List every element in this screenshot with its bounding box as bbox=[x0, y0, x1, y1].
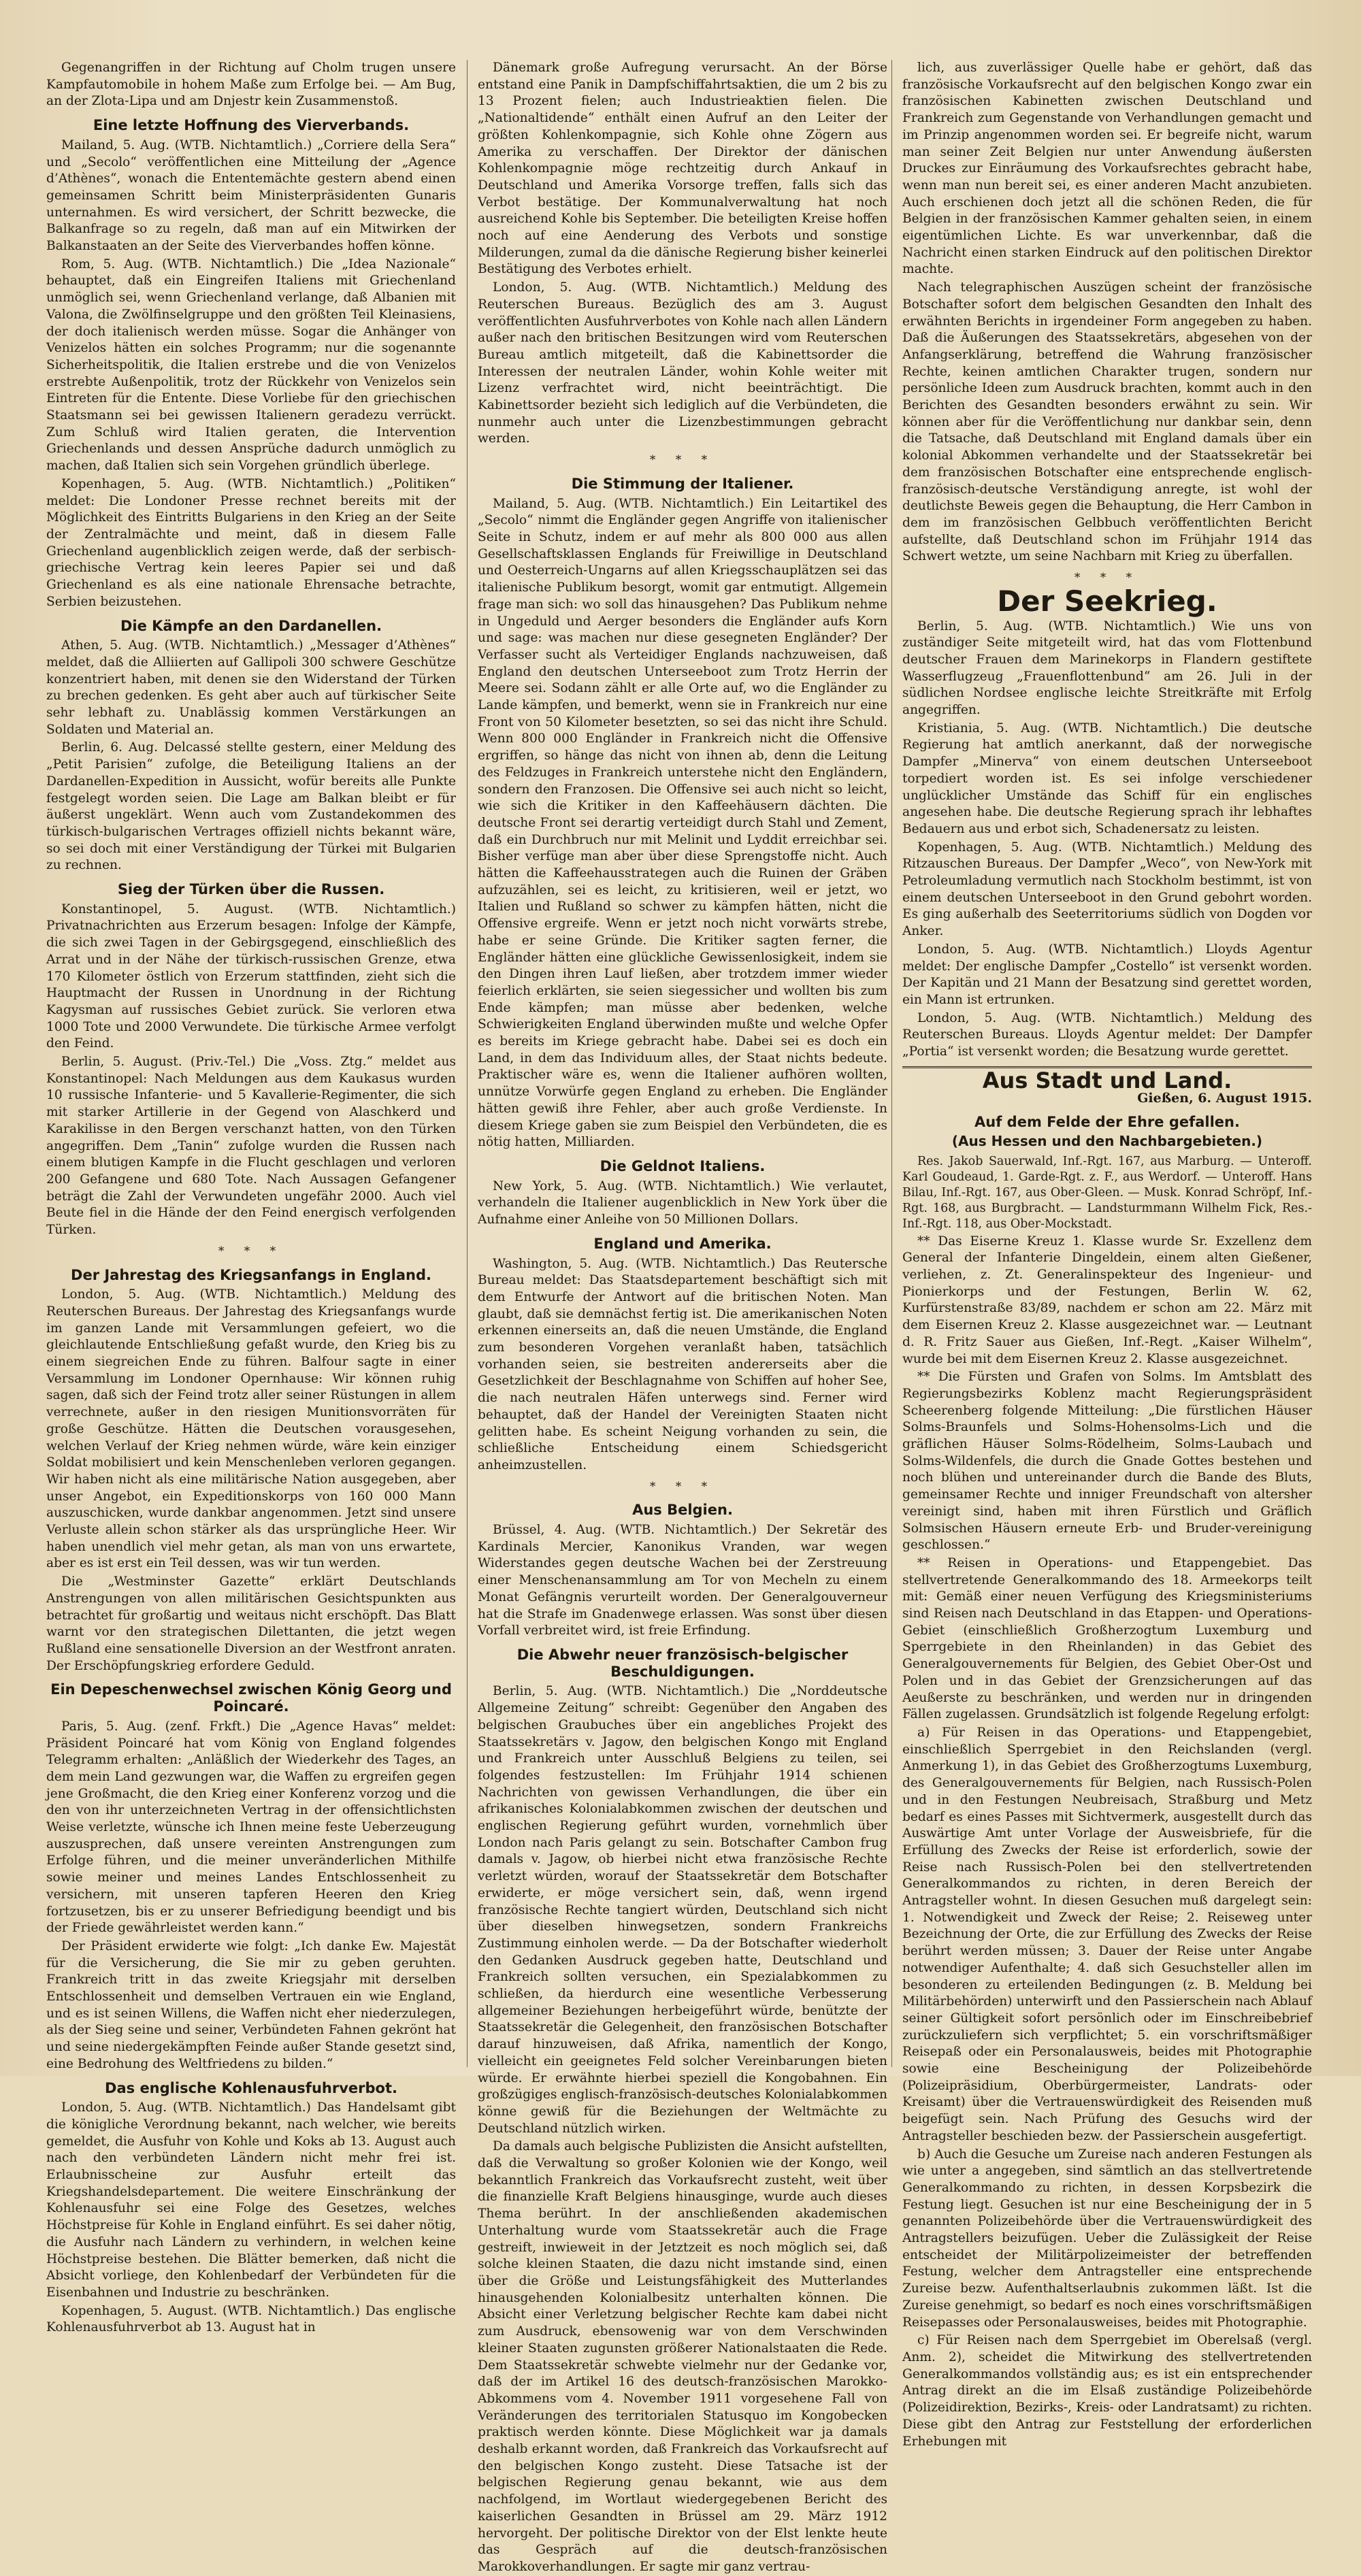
paragraph: Gegenangriffen in der Richtung auf Cholm trugen unsere Kampfautomobile in hohem Maße zum Erfolge bei. — Am Bug, an der Zlota-Lipa und am Dnjestr kein Zusammenstoß. bbox=[46, 61, 456, 109]
column-3 bbox=[902, 60, 1312, 2449]
paragraph: Kopenhagen, 5. August. (WTB. Nichtamtlich.) Das englische Kohlenausfuhrverbot ab 13. August hat in bbox=[46, 2303, 456, 2335]
headline: Das englische Kohlenausfuhrverbot. bbox=[105, 2079, 397, 2096]
headline: Die Abwehr neuer französisch-belgischer Beschuldigungen. bbox=[516, 1646, 849, 1680]
paragraph: a) Für Reisen in das Operations- und Etappengebiet, einschließlich Sperrgebiet in den Reichslanden (vergl. Anmerkung 1), in das Gebiet des Großherzogtums Luxemburg, des Generalgouvernements für Belgien, nach Russisch-Polen und in den Festungen Neubreisach, Straßburg und Metz bedarf es eines Passes mit Sichtvermerk, ausgestellt durch das Auswärtige Amt unter Vorlage der Ausweisbriefe, für die Erfüllung des Zwecks der Reise ist erforderlich, sowie der Reise nach Russisch-Polen bei den stellvertretenden Generalkommandos zu richten, in deren Bereich der Antragsteller wohnt. In diesen Gesuchen muß dargelegt sein: 1. Notwendigkeit und Zweck der Reise; 2. Reiseweg unter Bezeichnung der Orte, die zur Erfüllung des Zwecks der Reise berührt werden müssen; 3. Dauer der Reise unter Angabe notwendiger Aufenthalte; 4. daß sich Gesuchsteller allen im besonderen zu erteilenden Bedingungen (z. B. Meldung bei Militärbehörden) unterwirft und den Passierschein nach Ablauf seiner Gültigkeit sofort persönlich oder im Einschreibebrief zurückzuliefern sich verpflichtet; 5. ein vorschriftsmäßiger Reisepaß oder ein Personalausweis, beides mit Photographie sowie eine Bescheinigung der Polizeibehörde (Polizeipräsidium, Oberbürgermeister, Landrats- oder Kreisamt) über die Vertrauenswürdigkeit des Reisenden muß beigefügt sein. Nach Prüfung des Gesuchs wird der Antragsteller beschieden bezw. der Passierschein ausgefertigt. bbox=[902, 1725, 1312, 2143]
section-divider: * * * bbox=[1074, 571, 1141, 585]
headline: Eine letzte Hoffnung des Vierverbands. bbox=[93, 117, 410, 134]
paragraph: Athen, 5. Aug. (WTB. Nichtamtlich.) „Messager d’Athènes“ meldet, daß die Alliierten auf Gallipoli 300 schwere Geschütze konzentriert haben, mit denen sie den Widerstand der Türken zu brechen gedenken. Es geht aber auch auf türkischer Seite sehr lebhaft zu. Unablässig kommen Verstärkungen an Soldaten und Material an. bbox=[46, 638, 456, 737]
paragraph: Berlin, 5. August. (Priv.-Tel.) Die „Voss. Ztg.“ meldet aus Konstantinopel: Nach Meldungen aus dem Kaukasus wurden 10 russische Infanterie- und 5 Kavallerie-Regimenter, die sich mit starker Artillerie in der Gegend von Alaschkerd und Karakilisse in den Bergen verschanzt hatten, von den Türken angegriffen. Dem „Tanin“ zufolge wurden die Russen nach einem blutigen Kampfe in die Flucht geschlagen und verloren 200 Gefangene und 680 Tote. Nach Aussagen Gefangener beträgt die Zahl der Verwundeten ungefähr 2000. Auch viel Beute fiel in die Hände der den Feind energisch verfolgenden Türken. bbox=[46, 1055, 456, 1238]
paragraph: Berlin, 6. Aug. Delcassé stellte gestern, einer Meldung des „Petit Parisien“ zufolge, die Beteiligung Italiens an der Dardanellen-Expedition in Aussicht, wofür bereits alle Punkte festgelegt worden seien. Die Lage am Balkan bleibt er für äußerst ungeklärt. Wenn auch vom Zustandekommen des türkisch-bulgarischen Vertrages offiziell nichts bekannt wäre, so sei doch mit einer Verständigung der Türkei mit Bulgarien zu rechnen. bbox=[46, 740, 456, 873]
paragraph: Washington, 5. Aug. (WTB. Nichtamtlich.) Das Reutersche Bureau meldet: Das Staatsdepartement beschäftigt sich mit dem Entwurfe der Antwort auf die britischen Noten. Man glaubt, daß sie demnächst fertig ist. Die amerikanischen Noten erkennen einerseits an, daß die neuen Umstände, die England zum besonderen Vorgehen veranlaßt haben, tatsächlich vorhanden seien, sie bestreiten andererseits aber die Gesetzlichkeit der Beschlagnahme von Schiffen auf hoher See, die nach neutralen Häfen unterwegs sind. Ferner wird behauptet, daß der Handel der Vereinigten Staaten nicht gelitten habe. Es scheint Neigung vorhanden zu sein, die schließliche Entscheidung einem Schiedsgericht anheimzustellen. bbox=[478, 1256, 887, 1472]
paragraph: Dänemark große Aufregung verursacht. An der Börse entstand eine Panik in Dampfschiffahrtsaktien, die um 2 bis zu 13 Prozent fielen; auch Industrieaktien fielen. Die „Nationaltidende“ enthält einen Aufruf an den Leiter der größten Kohlenkompagnie, sich Kohle ohne Zögern aus Amerika zu verschaffen. Der Direktor der dänischen Kohlenkompagnie möge rechtzeitig durch Ankauf in Deutschland und Amerika Vorsorge treffen, falls sich das Verbot bestätige. Der Kommunalverwaltung hat noch ausreichend Kohle bis September. Die beteiligten Kreise hoffen noch auf eine Aenderung des Verbots und sonstige Milderungen, zumal da die dänische Regierung bisher keinerlei Bestätigung des Verbotes erhielt. bbox=[478, 61, 887, 277]
headline: Die Stimmung der Italiener. bbox=[571, 475, 794, 492]
paragraph: Kopenhagen, 5. Aug. (WTB. Nichtamtlich.) Meldung des Ritzauschen Bureaus. Der Dampfer „Weco“, von New-York mit Petroleumladung vermutlich nach Stockholm bestimmt, ist von einem deutschen Unterseeboot in den Grund gebohrt worden. Es ging außerhalb des Seeterritoriums südlich von Dogden vor Anker. bbox=[902, 840, 1312, 939]
paragraph: London, 5. Aug. (WTB. Nichtamtlich.) Meldung des Reuterschen Bureaus. Der Jahrestag des Kriegsanfangs wurde im ganzen Lande mit Versammlungen gefeiert, wo die gleichlautende Entschließung gefaßt wurde, den Krieg bis zu einem siegreichen Ende zu führen. Balfour sagte in einer Versammlung im Londoner Opernhause: Wir können ruhig sagen, daß sich der Feind trotz aller seiner Rüstungen in allem verrechnete, außer in den riesigen Munitionsvorräten für große Geschütze. Hätten die Deutschen vorausgesehen, welchen Verlauf der Krieg nehmen würde, wäre kein einziger Soldat mobilisiert und kein Menschenleben verloren gegangen. Wir haben nicht als eine militärische Nation ausgegeben, aber unser Angebot, ein Expeditionskorps von 160 000 Mann auszuschicken, wurde dankbar angenommen. Jetzt sind unsere Verluste allein schon stärker als das ursprüngliche Heer. Wir haben unendlich viel mehr getan, als man von uns erwartete, aber es ist erst ein Teil dessen, was wir tun werden. bbox=[46, 1287, 456, 1571]
paragraph: Mailand, 5. Aug. (WTB. Nichtamtlich.) „Corriere della Sera“ und „Secolo“ veröffentlichen eine Mitteilung der „Agence d’Athènes“, wonach die Ententemächte gestern abend einen gemeinsamen Schritt beim Ministerpräsidenten Gunaris unternahmen. Es wird versichert, der Schritt bezwecke, die Balkanfrage so zu regeln, daß man auf ein Mitwirken der Balkanstaaten an der Seite des Vierverbandes hoffen könne. bbox=[46, 137, 456, 254]
paragraph: New York, 5. Aug. (WTB. Nichtamtlich.) Wie verlautet, verhandeln die Italiener augenblicklich in New York über die Aufnahme einer Anleihe von 50 Millionen Dollars. bbox=[478, 1178, 887, 1227]
subheadline: (Aus Hessen und den Nachbargebieten.) bbox=[951, 1132, 1263, 1149]
paragraph: Brüssel, 4. Aug. (WTB. Nichtamtlich.) Der Sekretär des Kardinals Mercier, Kanonikus Vranden, war wegen Widerstandes gegen deutsche Wachen bei der Zerstreuung einer Menschenansammlung am Tor von Mecheln zu einem Monat Gefängnis verurteilt worden. Der Generalgouverneur hat die Strafe im Gnadenwege erlassen. Was sonst über diesen Vorfall verbreitet wird, ist freie Erfindung. bbox=[478, 1523, 887, 1638]
paragraph: ** Das Eiserne Kreuz 1. Klasse wurde Sr. Exzellenz dem General der Infanterie Dingeldein, einem alten Gießener, verliehen, z. Zt. Generalinspekteur des Ingenieur- und Pionierkorps und der Festungen, Berlin W. 62, Kurfürstenstraße 83/89, nachdem er schon am 22. März mit dem Eisernen Kreuz 2. Klasse ausgezeichnet war. — Leutnant d. R. Fritz Sauer aus Gießen, Inf.-Regt. „Kaiser Wilhelm“, wurde bei mit dem Eisernen Kreuz 2. Klasse ausgezeichnet. bbox=[902, 1234, 1312, 1366]
paragraph: London, 5. Aug. (WTB. Nichtamtlich.) Das Handelsamt gibt die königliche Verordnung bekannt, nach welcher, wie bereits gemeldet, die Ausfuhr von Kohle und Koks ab 13. August auch nach den verbündeten Ländern nicht mehr frei ist. Erlaubnisscheine zur Ausfuhr erteilt das Kriegshandelsdepartement. Die weitere Einschränkung der Kohlenausfuhr sei eine Folge des Gesetzes, welches Höchstpreise für Kohle in England einführt. Es sei daher nötig, die Ausfuhr nach Ländern zu verhindern, in welchen keine Höchstpreise bestehen. Die Blätter bemerken, daß nicht die Absicht vorliege, den Kohlenbedarf der Verbündeten für die Eisenbahnen und Industrie zu beschränken. bbox=[46, 2100, 456, 2300]
headline: Ein Depeschenwechsel zwischen König Georg und Poincaré. bbox=[50, 1681, 452, 1715]
casualty-list: Res. Jakob Sauerwald, Inf.-Rgt. 167, aus Marburg. — Unteroff. Karl Goudeaud, 1. Garde-Rgt. z. F., aus Werdorf. — Unteroff. Hans Bilau, Inf.-Rgt. 167, aus Ober-Gleen. — Musk. Konrad Schröpf, Inf.-Rgt. 168, aus Burgbracht. — Landsturmmann Wilhelm Fick, Res.-Inf.-Rgt. 118, aus Ober-Mockstadt. bbox=[902, 1154, 1312, 1231]
dateline: Gießen, 6. August 1915. bbox=[1137, 1091, 1312, 1106]
section-divider: * * * bbox=[218, 1244, 284, 1258]
column-2 bbox=[478, 60, 888, 2574]
headline: Die Kämpfe an den Dardanellen. bbox=[120, 617, 382, 634]
paragraph: Konstantinopel, 5. August. (WTB. Nichtamtlich.) Privatnachrichten aus Erzerum besagen: Infolge der Kämpfe, die sich zwei Tagen in der Gebirgsgegend, einschließlich des Arrat und in der Nähe der türkisch-russischen Grenze, etwa 170 Kilometer östlich von Erzerum stattfinden, zieht sich die Hauptmacht der Russen in Unordnung in der Richtung Kagysman auf russisches Gebiet zurück. Sie verloren etwa 1000 Tote und 2000 Verwundete. Die türkische Armee verfolgt den Feind. bbox=[46, 902, 456, 1051]
headline: Aus Belgien. bbox=[632, 1502, 733, 1519]
paragraph: ** Die Fürsten und Grafen von Solms. Im Amtsblatt des Regierungsbezirks Koblenz macht Regierungspräsident Scheerenberg folgende Mitteilung: „Die fürstlichen Häuser Solms-Braunfels und Solms-Hohensolms-Lich und die gräflichen Häuser Solms-Rödelheim, Solms-Laubach und Solms-Wildenfels, die durch die Gnade Gottes bestehen und noch blühen und untereinander durch die Bande des Bluts, gemeinsamer Rechte und inniger Freundschaft von altersher vereinigt sind, haben mit ihren Fürstlich und Gräflich Solmsischen Häusern erneute Erb- und Bruder-vereinigung geschlossen.“ bbox=[902, 1370, 1312, 1553]
headline: Der Jahrestag des Kriegsanfangs in England. bbox=[71, 1266, 431, 1283]
section-divider: * * * bbox=[649, 453, 716, 467]
paragraph: Die „Westminster Gazette“ erklärt Deutschlands Anstrengungen von allen militärischen Gesichtspunkten aus betrachtet für großartig und weitaus nicht erschöpft. Das Blatt warnt vor den strategischen Dilettanten, die jetzt wegen Rußland eine sensationelle Diversion an der Westfront anraten. Der Erschöpfungskrieg erfordere Geduld. bbox=[46, 1574, 456, 1673]
column-1 bbox=[46, 60, 456, 2335]
paragraph: London, 5. Aug. (WTB. Nichtamtlich.) Meldung des Reuterschen Bureaus. Lloyds Agentur meldet: Der Dampfer „Portia“ ist versenkt worden; die Besatzung wurde gerettet. bbox=[902, 1010, 1312, 1059]
headline: Die Geldnot Italiens. bbox=[600, 1158, 766, 1174]
paragraph: London, 5. Aug. (WTB. Nichtamtlich.) Lloyds Agentur meldet: Der englische Dampfer „Costello“ ist versenkt worden. Der Kapitän und 21 Mann der Besatzung sind gerettet worden, ein Mann ist ertrunken. bbox=[902, 942, 1312, 1007]
paragraph: Kristiania, 5. Aug. (WTB. Nichtamtlich.) Die deutsche Regierung hat amtlich anerkannt, daß der norwegische Dampfer „Minerva“ von einem deutschen Unterseeboot torpediert worden ist. Es sei infolge verschiedener unglücklicher Umstände das Schiff für ein englisches angesehen habe. Die deutsche Regierung sprach ihr lebhaftes Bedauern aus und erbot sich, Schadenersatz zu leisten. bbox=[902, 721, 1312, 836]
section-divider: * * * bbox=[649, 1479, 716, 1493]
paragraph: Berlin, 5. Aug. (WTB. Nichtamtlich.) Die „Norddeutsche Allgemeine Zeitung“ schreibt: Gegenüber den Angaben des belgischen Graubuches über ein angebliches Projekt des Staatssekretärs v. Jagow, den belgischen Kongo mit England und Frankreich unter Ausschluß Belgiens zu teilen, sei folgendes festzustellen: Im Frühjahr 1914 schienen Nachrichten von gewissen Verhandlungen, die über ein afrikanisches Kolonialabkommen zwischen der deutschen und englischen Regierung geführt wurden, vornehmlich über London nach Paris gelangt zu sein. Botschafter Cambon frug damals v. Jagow, ob hierbei nicht etwa französische Rechte verletzt würden, worauf der Staatssekretär dem Botschafter erwiderte, er möge versichert sein, daß, wenn irgend französische Rechte tangiert würden, Deutschland sich nicht über dieselben hinwegsetzen, sondern Frankreichs Zustimmung einholen werde. — Da der Botschafter wiederholt den Gedanken Ausdruck gegeben hatte, Deutschland und Frankreich sollten versuchen, ein Spezialabkommen zu schließen, da hierdurch eine wesentliche Verbesserung allgemeiner Beziehungen herbeigeführt würde, benützte der Staatssekretär die Gelegenheit, den französischen Botschafter darauf hinzuweisen, daß Afrika, namentlich der Kongo, vielleicht ein geeignetes Feld solcher Vereinbarungen bieten würde. Er erwähnte hierbei speziell die Kongobahnen. Ein großzügiges englisch-französisch-deutsches Kolonialabkommen könne gewiß für die Beziehungen der Weltmächte zu Deutschland nützlich wirken. bbox=[478, 1684, 888, 2136]
paragraph: Kopenhagen, 5. Aug. (WTB. Nichtamtlich.) „Politiken“ meldet: Die Londoner Presse rechnet bereits mit der Möglichkeit des Eintritts Bulgariens in den Krieg an der Seite der Zentralmächte und meint, daß in diesem Falle Griechenland augenblicklich zeigen werde, daß der serbisch-griechische Vertrag kein leeres Papier sei und daß Griechenland es als eine nationale Ehrensache betrachte, Serbien beizustehen. bbox=[46, 476, 456, 609]
section-title-local: Aus Stadt und Land. bbox=[902, 1066, 1312, 1089]
paragraph: London, 5. Aug. (WTB. Nichtamtlich.) Meldung des Reuterschen Bureaus. Bezüglich des am 3. August veröffentlichten Ausfuhrverbotes von Kohle nach allen Ländern außer nach den britischen Besitzungen wird vom Reuterschen Bureau amtlich mitgeteilt, daß die Kabinettsorder die Interessen der neutralen Länder, wohin Kohle weiter mit Lizenz verfrachtet wird, nicht beeinträchtigt. Die Kabinettsorder bezieht sich lediglich auf die Verbündeten, die nunmehr auch unter die Lizenzbestimmungen gebracht werden. bbox=[478, 280, 887, 446]
paragraph: Rom, 5. Aug. (WTB. Nichtamtlich.) Die „Idea Nazionale“ behauptet, daß ein Eingreifen Italiens mit Griechenland unmöglich sei, wenn Griechenland verlange, daß Albanien mit Valona, die Zwölfinselgruppe und den größten Teil Kleinasiens, der doch italienisch werden müsse. Sogar die Anhänger von Venizelos hätten ein solches Programm; nur die sogenannte Sicherheitspolitik, die Italien erstrebe und die von Venizelos erstrebte Außenpolitik, trotz der Rückkehr von Venizelos sein Eintreten für die Entente. Diese Vorliebe für den griechischen Staatsmann sei bei gewissen Italienern geradezu verrückt. Zum Schluß wird Italien geraten, die Intervention Griechenlands und dessen Ansprüche dadurch unmöglich zu machen, daß Italien sich sein Vorgehen gründlich überlege. bbox=[46, 257, 456, 474]
paragraph: b) Auch die Gesuche um Zureise nach anderen Festungen als wie unter a angegeben, sind sämtlich an das stellvertretende Generalkommando zu richten, in dessen Korpsbezirk die Festung liegt. Gesuchen ist nur eine Bescheinigung der in 5 genannten Polizeibehörde über die Vertrauenswürdigkeit des Antragstellers beizufügen. Ueber die Zulässigkeit der Reise entscheidet der Militärpolizeimeister der betreffenden Festung, welcher dem Antragsteller eine entsprechende Zureise bezw. Aufenthaltserlaubnis zukommen läßt. Ist die Zureise genehmigt, so bedarf es noch eines vorschriftsmäßigen Reisepasses oder Personalausweises, beides mit Photographie. bbox=[902, 2147, 1312, 2330]
column-rule bbox=[891, 60, 892, 2067]
paragraph: lich, aus zuverlässiger Quelle habe er gehört, daß das französische Vorkaufsrecht auf den belgischen Kongo zwar ein französischen Kabinetten zwischen Deutschland und Frankreich zum Gegenstande von Verhandlungen gemacht und im Prinzip angenommen worden sei. Er begreife nicht, warum man seiner Zeit Belgien nur unter Anwendung äußersten Druckes zur Einräumung des Vorkaufsrechtes gebracht habe, wenn man nun bereit sei, es einer anderen Macht anzubieten. Auch erschienen doch jetzt all die schönen Reden, die für Belgien in der französischen Kammer gehalten seien, in einem eigentümlichen Lichte. Es war unverkennbar, daß die Nachricht einen starken Eindruck auf den politischen Direktor machte. bbox=[902, 61, 1312, 277]
paragraph: Mailand, 5. Aug. (WTB. Nichtamtlich.) Ein Leitartikel des „Secolo“ nimmt die Engländer gegen Angriffe von italienischer Seite in Schutz, indem er auf mehr als 800 000 aus allen Gesellschaftsklassen Englands für Freiwillige in Deutschland und Oesterreich-Ungarns auf allen Kriegsschauplätzen sei das italienische Publikum besorgt, womit gar entmutigt. Allgemein frage man sich: wo soll das hinausgehen? Das Publikum nehme in Ungeduld und Aerger besonders die Engländer aufs Korn und sage: was machen nur diese gesegneten Engländer? Der Verfasser sucht als Verteidiger Englands nachzuweisen, daß England den deutschen Unterseeboot zum Trotz Herrin der Meere sei. Sodann zählt er alle Orte auf, wo die Engländer zu Lande kämpfen, und bemerkt, wenn sie in Frankreich nur eine Front von 50 Kilometer besetzten, so sei das nicht ihre Schuld. Wenn 800 000 Engländer in Frankreich nicht die Offensive ergriffen, so hänge das nicht von ihnen ab, denn die Leitung des Feldzuges in Frankreich unterstehe nicht den Engländern, sondern den Franzosen. Die Offensive sei auch nicht so leicht, wie sich die Kritiker in den Kaffeehäusern dächten. Die deutsche Front sei derartig verteidigt durch Stahl und Zement, daß ein Durchbruch nur mit Melinit und Lyddit erreichbar sei. Bisher verfüge man aber über diese Sprengstoffe nicht. Auch hätten die Kaffeehausstrategen auch die Ruinen der Gräben aufzuzählen, sei es leicht, zu kritisieren, weil er jetzt, wo Italien und Rußland so schwer zu kämpfen hätten, nicht die Offensive ergreife. Wenn er jetzt noch nicht vorwärts strebe, habe er seine Gründe. Die Kritiker sagten ferner, die Engländer hätten eine glückliche Gewissenlosigkeit, indem sie den Dingen ihren Lauf ließen, aber trotzdem immer wieder feierlich erklärten, sie seien siegessicher und wollten bis zum Ende kämpfen; man müsse aber bedenken, welche Schwierigkeiten England überwinden mußte und welche Opfer es bereits im Kriege gebracht habe. Dabei sei es doch ein Land, in dem das Individuum alles, der Staat nichts bedeute. Praktischer wäre es, wenn die Italiener aufhören wollten, unnütze Vorwürfe gegen England zu erheben. Die Engländer hätten gewiß ihre Fehler, aber auch große Verdienste. In diesem Kriege gaben sie zum Beispiel den Verbündeten, die es nötig hatten, Milliarden. bbox=[478, 496, 887, 1150]
headline: England und Amerika. bbox=[593, 1235, 772, 1252]
paragraph: ** Reisen in Operations- und Etappengebiet. Das stellvertretende Generalkommando des 18. Armeekorps teilt mit: Gemäß einer neuen Verfügung des Kriegsministeriums sind Reisen nach Deutschland in das Etappen- und Operations-Gebiet (einschließlich Großherzogtum Luxemburg und Sperrgebiete in den Rheinlanden) in das Gebiet des Generalgouvernements für Belgien, des Gebiet Ober-Ost und Polen und in das Gebiet der Grenzsicherungen auf das Aeußerste zu beschränken, und werden nur in dringenden Fällen zugelassen. Grundsätzlich ist folgende Regelung erfolgt: bbox=[902, 1555, 1312, 1722]
paragraph: Paris, 5. Aug. (zenf. Frkft.) Die „Agence Havas“ meldet: Präsident Poincaré hat vom König von England folgendes Telegramm erhalten: „Anläßlich der Wiederkehr des Tages, an dem mein Land gezwungen war, die Waffen zu ergreifen gegen jene Großmacht, die den Krieg einer Konferenz vorzog und die den von ihr unterzeichneten Vertrag in der offensichtlichsten Weise verletzte, wünsche ich Ihnen meine feste Ueberzeugung auszusprechen, daß unsere vereinten Anstrengungen zum Erfolge führen, und die meiner unveränderlichen Mithilfe sowie meiner und meines Landes Entschlossenheit zu versichern, mit unseren tapferen Heeren den Krieg fortzusetzen, bis er zu unserer Befriedigung beendigt und bis der Friede gewährleistet werden kann.“ bbox=[46, 1719, 456, 1936]
paragraph: Da damals auch belgische Publizisten die Ansicht aufstellten, daß die Verwaltung so großer Kolonien wie der Kongo, weil bekanntlich Frankreich das Vorkaufsrecht zusteht, weit über die finanzielle Kraft Belgiens hinausginge, wurde auch dieses Thema berührt. In der anschließenden akademischen Unterhaltung wurde vom Staatssekretär auch die Frage gestreift, inwieweit in der Jetztzeit es noch möglich sei, daß solche kleinen Staaten, die dazu nicht imstande sind, einen über die Größe und Leistungsfähigkeit des Mutterlandes hinausgehenden Kolonialbesitz unterhalten können. Die Absicht einer Verletzung belgischer Rechte kam dabei nicht zum Ausdruck, ebensowenig war von dem Verschwinden kleiner Staaten zugunsten größerer Nationalstaaten die Rede. Dem Staatssekretär schwebte vielmehr nur der Gedanke vor, daß der im Artikel 16 des deutsch-französischen Marokko-Abkommens vom 4. November 1911 vorgesehene Fall von Veränderungen des territorialen Statusquo im Kongobecken praktisch werden könnte. Diese Möglichkeit war ja damals deshalb erkannt worden, daß Frankreich das Vorkaufsrecht auf den belgischen Kongo zusteht. Diese Tatsache ist der belgischen Regierung genau bekannt, wie aus dem nachfolgend, im Wortlaut wiedergegebenen Bericht des kaiserlichen Gesandten in Brüssel am 29. März 1912 hervorgeht. Der politische Direktor von der Elst lenkte heute das Gespräch auf die deutsch-französischen Marokkoverhandlungen. Er sagte mir ganz vertrau- bbox=[478, 2139, 887, 2574]
paragraph: Der Präsident erwiderte wie folgt: „Ich danke Ew. Majestät für die Versicherung, die Sie mir zu geben geruhten. Frankreich tritt in das zweite Kriegsjahr mit derselben Entschlossenheit und demselben Vertrauen ein wie England, und es ist seinen Willens, die Waffen nicht eher niederzulegen, als der Sieg seine und seiner, Verbündeten Fahnen gekrönt hat und seine niedergekämpften Feinde außer Stande gesetzt sind, eine Bedrohung des Weltfriedens zu bilden.“ bbox=[46, 1938, 456, 2071]
paragraph: Nach telegraphischen Auszügen scheint der französische Botschafter sofort dem belgischen Gesandten den Inhalt des erwähnten Berichts in irgendeiner Form angegeben zu haben. Daß die Äußerungen des Staatssekretärs, abgesehen von der Anfangserklärung, betreffend die Wahrung französischer Rechte, keinen amtlichen Charakter trugen, sondern nur persönliche Ideen zum Ausdruck brachten, kommt auch in den Berichten des Gesandten besonders erwähnt zu sein. Wir können aber für die Veröffentlichung nur dankbar sein, denn die Tatsache, daß Deutschland mit England damals über ein kolonial Abkommen verhandelte und der Staatssekretär bei dem französischen Botschafter eine entsprechende englisch-französisch-deutsche Verständigung anregte, ist wohl der deutlichste Beweis gegen die Behauptung, die Herr Cambon in dem im französischen Gelbbuch veröffentlichten Bericht aufstellte, daß Deutschland schon im Frühjahr 1914 das Schwert wetzte, um seine Nachbarn mit Krieg zu überfallen. bbox=[902, 280, 1312, 564]
headline: Sieg der Türken über die Russen. bbox=[117, 881, 385, 898]
column-rule bbox=[467, 60, 468, 2067]
section-title-seekrieg: Der Seekrieg. bbox=[997, 584, 1217, 618]
paragraph: c) Für Reisen nach dem Sperrgebiet im Oberelsaß (vergl. Anm. 2), scheidet die Mitwirkung des stellvertretenden Generalkommandos vollständig aus; es ist ein entsprechender Antrag direkt an die im Elsaß zuständige Polizeibehörde (Polizeidirektion, Bezirks-, Kreis- oder Landratsamt) zu richten. Diese gibt den Antrag zur Feststellung der erforderlichen Erhebungen mit bbox=[902, 2333, 1312, 2449]
headline: Auf dem Felde der Ehre gefallen. bbox=[974, 1114, 1240, 1131]
paragraph: Berlin, 5. Aug. (WTB. Nichtamtlich.) Wie uns von zuständiger Seite mitgeteilt wird, hat das vom Flottenbund deutscher Frauen dem Marinekorps in Flandern gestiftete Wasserflugzeug „Frauenflottenbund“ am 26. Juli in der südlichen Nordsee englische leichte Streitkräfte mit Erfolg angegriffen. bbox=[902, 618, 1312, 718]
